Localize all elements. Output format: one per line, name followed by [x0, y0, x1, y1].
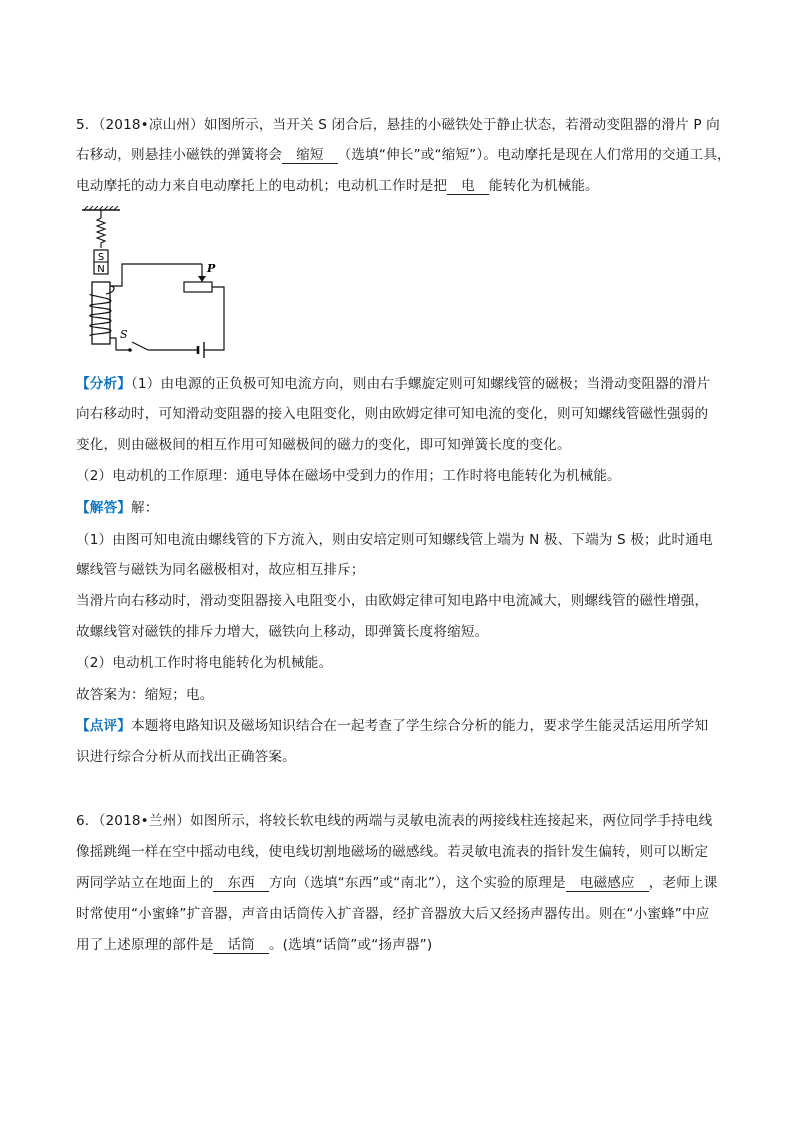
q5-answer-blank-1: 缩短 [282, 147, 338, 164]
wire-right [204, 287, 224, 350]
q5-stem-3b: 能转化为机械能。 [488, 178, 599, 194]
solution-text-1: （1）由图可知电流由螺线管的下方流入，则由安培定则可知螺线管上端为 N 极、下端为 S 极；此时通电 [76, 532, 713, 548]
solution-text-6: 故答案为：缩短；电。 [76, 687, 214, 703]
solution-head: 解： [130, 500, 159, 516]
q5-stem-2: 右移动，则悬挂小磁铁的弹簧将会 [76, 147, 283, 163]
q6-stem-3c: ，老师上课 [648, 875, 718, 891]
comment-text-2: 识进行综合分析从而找出正确答案。 [76, 749, 296, 765]
wire-top [110, 264, 164, 286]
q5-line-2 [76, 146, 731, 164]
q5-stem-2b: （选填“伸长”或“缩短”）。电动摩托是现在人们常用的交通工具， [337, 147, 731, 163]
comment-line-1 [76, 717, 708, 735]
analysis-text-2: 向右移动时，可知滑动变阻器的接入电阻变化，则由欧姆定律可知电流的变化，则可知螺线管磁性强弱的 [76, 406, 709, 422]
solution-line-4 [76, 623, 488, 641]
solution-text-5: （2）电动机工作时将电能转化为机械能。 [76, 655, 333, 671]
q6-stem-5a: 用了上述原理的部件是 [76, 937, 214, 953]
slider-label: P [207, 262, 216, 275]
comment-line-2 [76, 748, 296, 766]
circuit-figure [76, 206, 236, 362]
q6-stem-4: 时常使用“小蜜蜂”扩音器，声音由话筒传入扩音器，经扩音器放大后又经扬声器传出。则在“小蜜蜂”中应 [76, 906, 710, 922]
magnet-pole-top: S [97, 252, 105, 263]
spring [97, 218, 105, 248]
solution-text-4: 故螺线管对磁铁的排斥力增大，磁铁向上移动，即弹簧长度将缩短。 [76, 624, 489, 640]
q5-stem-1: 如图所示，当开关 S 闭合后，悬挂的小磁铁处于静止状态，若滑动变阻器的滑片 P 向 [203, 117, 720, 133]
comment-tag: 【点评】 [76, 718, 131, 734]
solution-line-5 [76, 654, 332, 672]
analysis-line-3 [76, 436, 571, 454]
q6-answer-blank-3: 话筒 [213, 937, 269, 954]
q6-answer-blank-1: 东西 [213, 875, 269, 892]
q6-stem-5b: 。(选填“话筒”或“扬声器”) [268, 937, 433, 953]
comment-text-1: 本题将电路知识及磁场知识结合在一起考查了学生综合分析的能力，要求学生能灵活运用所学知 [130, 718, 709, 734]
q6-answer-blank-2: 电磁感应 [566, 875, 649, 892]
q6-line-2 [76, 843, 708, 861]
q5-line-1 [76, 116, 720, 134]
analysis-text-4: （2）电动机的工作原理：通电导体在磁场中受到力的作用；工作时将电能转化为机械能。 [76, 468, 621, 484]
switch-label: S [120, 328, 128, 341]
q6-stem-3a: 两同学站立在地面上的 [76, 875, 214, 891]
slider-arrow [198, 276, 206, 282]
analysis-line-1 [76, 375, 710, 393]
switch-lever [132, 342, 148, 350]
analysis-tag: 【分析】 [76, 376, 131, 392]
analysis-line-2 [76, 405, 708, 423]
solution-line-1 [76, 531, 713, 549]
rheostat [184, 282, 212, 292]
q5-source: （2018•凉山州） [98, 117, 204, 133]
q6-source: （2018•兰州） [98, 813, 191, 829]
q6-number: 6． [76, 813, 99, 829]
q6-line-3 [76, 874, 717, 892]
q6-stem-1: 如图所示，将较长软电线的两端与灵敏电流表的两接线柱连接起来，两位同学手持电线 [190, 813, 713, 829]
q5-answer-blank-2: 电 [447, 178, 489, 195]
solution-line-2 [76, 561, 365, 579]
solution-tag: 【解答】 [76, 500, 131, 516]
solution-text-2: 螺线管与磁铁为同名磁极相对，故应相互排斥； [76, 562, 365, 578]
q6-stem-2: 像摇跳绳一样在空中摇动电线，使电线切割地磁场的磁感线。若灵敏电流表的指针发生偏转，则可以断定 [76, 844, 709, 860]
q5-number: 5． [76, 117, 99, 133]
q6-line-1 [76, 812, 712, 830]
q6-line-4 [76, 905, 710, 923]
analysis-text-1: （1）由电源的正负极可知电流方向，则由右手螺旋定则可知螺线管的磁极；当滑动变阻器的滑片 [130, 376, 711, 392]
magnet-pole-bottom: N [97, 264, 105, 275]
q6-stem-3b: 方向（选填“东西”或“南北”），这个实验的原理是 [268, 875, 566, 891]
q5-line-3 [76, 177, 599, 195]
solution-line-3 [76, 592, 708, 610]
solution-line-6 [76, 686, 213, 704]
solution-line-head [76, 499, 158, 517]
solution-text-3: 当滑片向右移动时，滑动变阻器接入电阻变小，由欧姆定律可知电路中电流减大，则螺线管的磁性增强， [76, 593, 709, 609]
analysis-text-3: 变化，则由磁极间的相互作用可知磁极间的磁力的变化，即可知弹簧长度的变化。 [76, 437, 571, 453]
q5-stem-3: 电动摩托的动力来自电动摩托上的电动机；电动机工作时是把 [76, 178, 448, 194]
q6-line-5 [76, 936, 432, 954]
analysis-line-4 [76, 467, 621, 485]
